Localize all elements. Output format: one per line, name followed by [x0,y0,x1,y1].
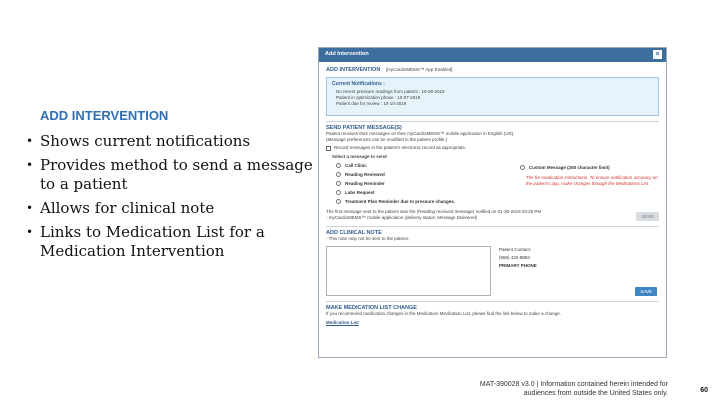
message-options [326,154,659,207]
page-number: 60 [700,387,708,394]
radio-icon[interactable] [336,190,341,195]
patient-contact [499,246,657,270]
medication-list-info: If you recommend medication changes in the Medication Medication List, please find the link below to make a change. [326,311,561,316]
option-label: Labs Request [345,190,375,195]
bullet-item [26,132,318,151]
close-icon[interactable]: × [653,50,662,59]
bullet-dot-icon: • [26,225,34,239]
divider [326,226,659,227]
message-option-call-clinic[interactable] [336,162,520,169]
contact-label: Patient Contact: [499,247,532,252]
add-intervention-dialog [318,47,667,358]
notification-item: No recent pressure readings from patient : 10-09-2019 [336,89,445,94]
dialog-titlebar [319,48,666,62]
footer-line: audiences from outside the United States only. [523,390,668,397]
select-message-label: Select a message to send [332,154,387,159]
bullet-dot-icon: • [26,134,34,148]
bullet-item [26,156,318,194]
option-label: Reading Reviewed [345,172,385,177]
send-message-title: SEND PATIENT MESSAGE(S) [326,125,402,131]
radio-icon[interactable] [520,165,525,170]
record-checkbox-label: Record messages in the patient's electronic record as appropriate. [334,145,467,150]
preset-messages [326,154,520,207]
medication-list-link[interactable]: Medication List [326,320,359,325]
radio-icon[interactable] [336,181,341,186]
message-option-treatment-plan[interactable] [336,198,520,205]
clinical-note-title: ADD CLINICAL NOTE [326,230,382,236]
footer-line: MAT-390028 v3.0 | Information contained herein intended for [479,381,668,388]
bullet-text: Allows for clinical note [40,199,215,217]
message-option-reading-reminder[interactable] [336,180,520,187]
clinical-note-area [326,246,659,296]
divider [326,121,659,122]
bullet-item [26,199,318,218]
radio-icon[interactable] [336,199,341,204]
bullet-text: Shows current notifications [40,132,251,150]
message-option-custom[interactable] [520,164,659,171]
record-checkbox-row[interactable] [326,145,659,151]
send-info: (Message preferences can be modified in the patient profile.) [326,137,448,142]
notification-item: Patient due for review : 10-10-2019 [336,101,407,106]
medication-warning-text: The for medication instructions. To ensure notification accuracy on the patient's app, make changes through the Medications List. [525,175,658,186]
bullet-text: Provides method to send a message to a patient [40,156,313,193]
default-message-line: The first message sent to the patient was the (Reading received message) notified on 01-30-2019 03:25 PM [326,209,542,214]
intervention-header [326,67,659,73]
default-message-row [326,209,659,221]
bullet-text: Links to Medication List for a Medication Intervention [40,223,265,260]
notifications-panel [326,77,659,116]
app-enabled-label: [myCardioMEMS™ App Enabled] [385,67,453,72]
send-info: Patient receives their messages on their myCardioMEMS™ mobile application in English (US). [326,131,515,136]
radio-icon[interactable] [336,172,341,177]
message-option-reading-reviewed[interactable] [336,171,520,178]
medication-list-title: MAKE MEDICATION LIST CHANGE [326,305,417,311]
bullet-dot-icon: • [26,201,34,215]
notifications-title: Current Notifications : [332,81,385,87]
slide-heading: ADD INTERVENTION [40,108,169,123]
contact-column [499,246,657,296]
clinical-note-input[interactable] [326,246,491,296]
send-button[interactable]: SEND [636,212,659,221]
bullet-item [26,223,318,261]
radio-icon[interactable] [336,163,341,168]
option-label: Treatment Plan Reminder due to pressure changes. [345,199,456,204]
dialog-title: Add Intervention [325,51,369,57]
divider [326,301,659,302]
bullet-list [26,132,318,266]
bullet-dot-icon: • [26,158,34,172]
custom-message-column [520,154,659,207]
save-button[interactable]: SAVE [635,287,657,296]
intervention-header-label: ADD INTERVENTION [326,67,381,73]
option-label: Reading Reminder [345,181,385,186]
message-option-labs-request[interactable] [336,189,520,196]
clinical-note-info: - This note may not be sent to the patient. [326,236,409,241]
footer-disclaimer [428,380,668,398]
option-label: Custom Message (250 character limit) [528,165,610,170]
notification-item: Patient in optimization phase : 10-07-2019 [336,95,421,100]
record-checkbox[interactable] [326,146,331,151]
default-message [326,209,541,221]
dialog-body [319,62,666,330]
option-label: Call Clinic [345,163,367,168]
contact-type: PRIMARY PHONE [499,263,537,268]
contact-phone: (555) 432-9883 [499,255,530,260]
default-message-line: - myCardioMEMS™ mobile application (delivery status: Message Delivered) [326,215,478,220]
